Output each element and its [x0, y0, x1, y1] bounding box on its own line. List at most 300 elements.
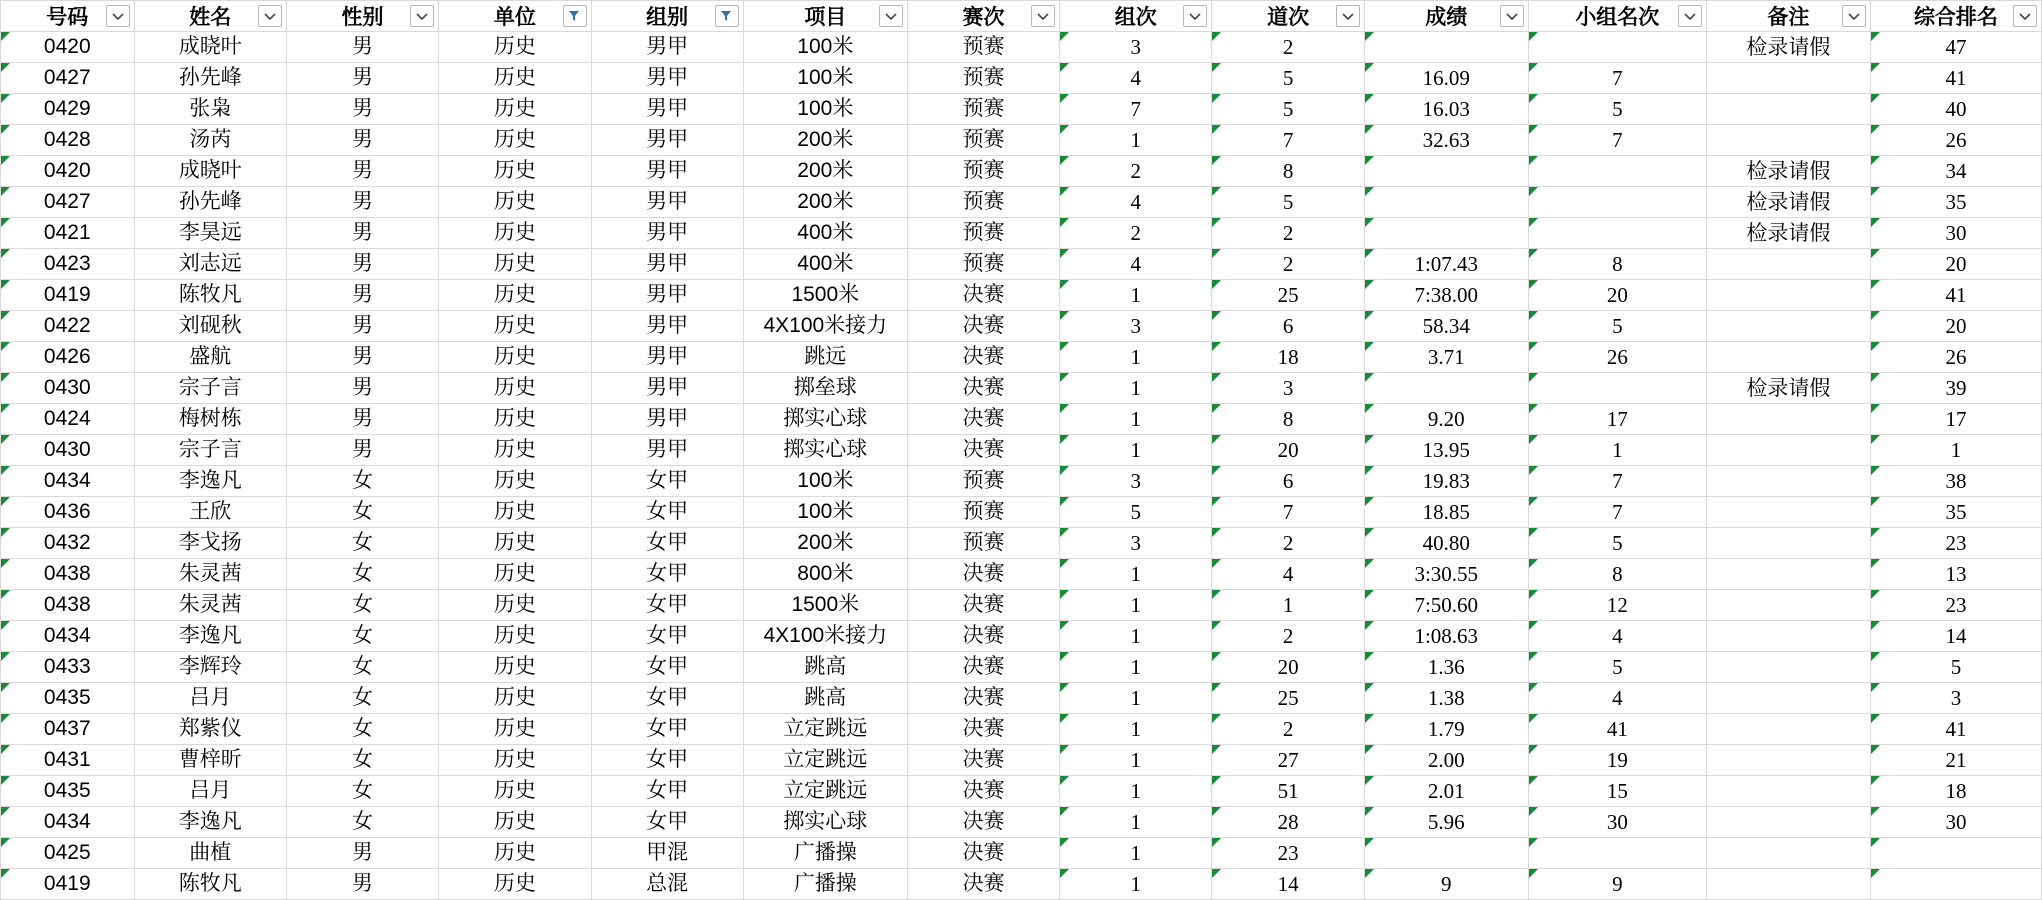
cell-r5-c7[interactable]: 4	[1060, 187, 1212, 218]
cell-r20-c6[interactable]: 决赛	[907, 652, 1059, 683]
cell-r21-c1[interactable]: 吕月	[134, 683, 286, 714]
cell-r12-c4[interactable]: 男甲	[591, 404, 743, 435]
cell-r0-c12[interactable]: 47	[1870, 32, 2041, 63]
cell-r11-c2[interactable]: 男	[286, 373, 438, 404]
cell-r7-c1[interactable]: 刘志远	[134, 249, 286, 280]
table-row[interactable]	[1, 776, 2042, 807]
cell-r16-c8[interactable]: 2	[1212, 528, 1364, 559]
cell-r7-c11[interactable]	[1706, 249, 1870, 280]
cell-r19-c0[interactable]: 0434	[1, 621, 135, 652]
cell-r0-c6[interactable]: 预赛	[907, 32, 1059, 63]
cell-r22-c6[interactable]: 决赛	[907, 714, 1059, 745]
column-header-1[interactable]	[134, 1, 286, 32]
cell-r27-c0[interactable]: 0419	[1, 869, 135, 900]
cell-r23-c1[interactable]: 曹梓昕	[134, 745, 286, 776]
cell-r23-c2[interactable]: 女	[286, 745, 438, 776]
cell-r27-c11[interactable]	[1706, 869, 1870, 900]
table-row[interactable]	[1, 63, 2042, 94]
cell-r3-c6[interactable]: 预赛	[907, 125, 1059, 156]
cell-r1-c12[interactable]: 41	[1870, 63, 2041, 94]
cell-r0-c4[interactable]: 男甲	[591, 32, 743, 63]
cell-r27-c5[interactable]: 广播操	[743, 869, 907, 900]
cell-r20-c11[interactable]	[1706, 652, 1870, 683]
cell-r15-c0[interactable]: 0436	[1, 497, 135, 528]
cell-r2-c6[interactable]: 预赛	[907, 94, 1059, 125]
cell-r7-c12[interactable]: 20	[1870, 249, 2041, 280]
cell-r9-c1[interactable]: 刘砚秋	[134, 311, 286, 342]
cell-r5-c2[interactable]: 男	[286, 187, 438, 218]
table-row[interactable]	[1, 342, 2042, 373]
cell-r8-c9[interactable]: 7:38.00	[1364, 280, 1528, 311]
cell-r27-c8[interactable]: 14	[1212, 869, 1364, 900]
cell-r9-c4[interactable]: 男甲	[591, 311, 743, 342]
cell-r14-c4[interactable]: 女甲	[591, 466, 743, 497]
cell-r26-c8[interactable]: 23	[1212, 838, 1364, 869]
cell-r18-c5[interactable]: 1500米	[743, 590, 907, 621]
cell-r20-c12[interactable]: 5	[1870, 652, 2041, 683]
cell-r13-c11[interactable]	[1706, 435, 1870, 466]
cell-r20-c2[interactable]: 女	[286, 652, 438, 683]
table-row[interactable]	[1, 94, 2042, 125]
cell-r14-c1[interactable]: 李逸凡	[134, 466, 286, 497]
cell-r12-c6[interactable]: 决赛	[907, 404, 1059, 435]
cell-r1-c1[interactable]: 孙先峰	[134, 63, 286, 94]
cell-r14-c5[interactable]: 100米	[743, 466, 907, 497]
cell-r24-c4[interactable]: 女甲	[591, 776, 743, 807]
cell-r16-c10[interactable]: 5	[1528, 528, 1706, 559]
cell-r14-c10[interactable]: 7	[1528, 466, 1706, 497]
cell-r19-c5[interactable]: 4X100米接力	[743, 621, 907, 652]
cell-r25-c0[interactable]: 0434	[1, 807, 135, 838]
cell-r7-c4[interactable]: 男甲	[591, 249, 743, 280]
cell-r16-c12[interactable]: 23	[1870, 528, 2041, 559]
cell-r3-c4[interactable]: 男甲	[591, 125, 743, 156]
cell-r22-c1[interactable]: 郑紫仪	[134, 714, 286, 745]
cell-r11-c12[interactable]: 39	[1870, 373, 2041, 404]
cell-r27-c2[interactable]: 男	[286, 869, 438, 900]
cell-r12-c8[interactable]: 8	[1212, 404, 1364, 435]
cell-r26-c5[interactable]: 广播操	[743, 838, 907, 869]
filter-dropdown-icon-7[interactable]	[1183, 5, 1207, 27]
cell-r14-c7[interactable]: 3	[1060, 466, 1212, 497]
cell-r25-c1[interactable]: 李逸凡	[134, 807, 286, 838]
cell-r0-c1[interactable]: 成晓叶	[134, 32, 286, 63]
cell-r21-c8[interactable]: 25	[1212, 683, 1364, 714]
cell-r27-c9[interactable]: 9	[1364, 869, 1528, 900]
cell-r2-c5[interactable]: 100米	[743, 94, 907, 125]
cell-r8-c11[interactable]	[1706, 280, 1870, 311]
cell-r1-c3[interactable]: 历史	[439, 63, 591, 94]
cell-r2-c12[interactable]: 40	[1870, 94, 2041, 125]
cell-r26-c3[interactable]: 历史	[439, 838, 591, 869]
cell-r11-c3[interactable]: 历史	[439, 373, 591, 404]
cell-r24-c10[interactable]: 15	[1528, 776, 1706, 807]
cell-r1-c4[interactable]: 男甲	[591, 63, 743, 94]
cell-r12-c10[interactable]: 17	[1528, 404, 1706, 435]
cell-r8-c12[interactable]: 41	[1870, 280, 2041, 311]
cell-r22-c11[interactable]	[1706, 714, 1870, 745]
cell-r0-c11[interactable]: 检录请假	[1706, 32, 1870, 63]
cell-r7-c3[interactable]: 历史	[439, 249, 591, 280]
cell-r17-c8[interactable]: 4	[1212, 559, 1364, 590]
cell-r17-c3[interactable]: 历史	[439, 559, 591, 590]
cell-r22-c9[interactable]: 1.79	[1364, 714, 1528, 745]
cell-r23-c7[interactable]: 1	[1060, 745, 1212, 776]
column-header-9[interactable]	[1364, 1, 1528, 32]
cell-r5-c3[interactable]: 历史	[439, 187, 591, 218]
cell-r25-c8[interactable]: 28	[1212, 807, 1364, 838]
cell-r6-c1[interactable]: 李昊远	[134, 218, 286, 249]
cell-r6-c11[interactable]: 检录请假	[1706, 218, 1870, 249]
column-header-7[interactable]	[1060, 1, 1212, 32]
cell-r14-c3[interactable]: 历史	[439, 466, 591, 497]
table-row[interactable]	[1, 869, 2042, 900]
table-row[interactable]	[1, 466, 2042, 497]
cell-r16-c9[interactable]: 40.80	[1364, 528, 1528, 559]
cell-r6-c3[interactable]: 历史	[439, 218, 591, 249]
cell-r18-c11[interactable]	[1706, 590, 1870, 621]
cell-r5-c5[interactable]: 200米	[743, 187, 907, 218]
filter-dropdown-icon-2[interactable]	[410, 5, 434, 27]
cell-r6-c2[interactable]: 男	[286, 218, 438, 249]
cell-r21-c5[interactable]: 跳高	[743, 683, 907, 714]
cell-r18-c10[interactable]: 12	[1528, 590, 1706, 621]
cell-r1-c5[interactable]: 100米	[743, 63, 907, 94]
cell-r15-c7[interactable]: 5	[1060, 497, 1212, 528]
cell-r10-c0[interactable]: 0426	[1, 342, 135, 373]
cell-r13-c1[interactable]: 宗子言	[134, 435, 286, 466]
cell-r7-c2[interactable]: 男	[286, 249, 438, 280]
cell-r27-c7[interactable]: 1	[1060, 869, 1212, 900]
cell-r14-c6[interactable]: 预赛	[907, 466, 1059, 497]
cell-r25-c11[interactable]	[1706, 807, 1870, 838]
cell-r9-c3[interactable]: 历史	[439, 311, 591, 342]
cell-r1-c8[interactable]: 5	[1212, 63, 1364, 94]
cell-r17-c11[interactable]	[1706, 559, 1870, 590]
cell-r5-c8[interactable]: 5	[1212, 187, 1364, 218]
cell-r17-c0[interactable]: 0438	[1, 559, 135, 590]
table-row[interactable]	[1, 311, 2042, 342]
cell-r8-c6[interactable]: 决赛	[907, 280, 1059, 311]
cell-r27-c4[interactable]: 总混	[591, 869, 743, 900]
cell-r22-c5[interactable]: 立定跳远	[743, 714, 907, 745]
cell-r18-c6[interactable]: 决赛	[907, 590, 1059, 621]
cell-r4-c11[interactable]: 检录请假	[1706, 156, 1870, 187]
cell-r25-c10[interactable]: 30	[1528, 807, 1706, 838]
cell-r17-c1[interactable]: 朱灵茜	[134, 559, 286, 590]
table-row[interactable]	[1, 621, 2042, 652]
cell-r25-c3[interactable]: 历史	[439, 807, 591, 838]
cell-r5-c12[interactable]: 35	[1870, 187, 2041, 218]
cell-r2-c10[interactable]: 5	[1528, 94, 1706, 125]
cell-r6-c5[interactable]: 400米	[743, 218, 907, 249]
cell-r18-c1[interactable]: 朱灵茜	[134, 590, 286, 621]
cell-r11-c7[interactable]: 1	[1060, 373, 1212, 404]
cell-r15-c9[interactable]: 18.85	[1364, 497, 1528, 528]
cell-r9-c5[interactable]: 4X100米接力	[743, 311, 907, 342]
cell-r1-c0[interactable]: 0427	[1, 63, 135, 94]
cell-r11-c4[interactable]: 男甲	[591, 373, 743, 404]
cell-r4-c4[interactable]: 男甲	[591, 156, 743, 187]
cell-r8-c2[interactable]: 男	[286, 280, 438, 311]
cell-r25-c2[interactable]: 女	[286, 807, 438, 838]
table-row[interactable]	[1, 590, 2042, 621]
cell-r8-c10[interactable]: 20	[1528, 280, 1706, 311]
cell-r5-c6[interactable]: 预赛	[907, 187, 1059, 218]
cell-r21-c12[interactable]: 3	[1870, 683, 2041, 714]
cell-r22-c8[interactable]: 2	[1212, 714, 1364, 745]
cell-r13-c0[interactable]: 0430	[1, 435, 135, 466]
cell-r3-c8[interactable]: 7	[1212, 125, 1364, 156]
cell-r18-c12[interactable]: 23	[1870, 590, 2041, 621]
cell-r9-c0[interactable]: 0422	[1, 311, 135, 342]
cell-r25-c12[interactable]: 30	[1870, 807, 2041, 838]
cell-r26-c2[interactable]: 男	[286, 838, 438, 869]
cell-r8-c4[interactable]: 男甲	[591, 280, 743, 311]
cell-r8-c5[interactable]: 1500米	[743, 280, 907, 311]
cell-r20-c10[interactable]: 5	[1528, 652, 1706, 683]
cell-r8-c1[interactable]: 陈牧凡	[134, 280, 286, 311]
cell-r2-c7[interactable]: 7	[1060, 94, 1212, 125]
cell-r23-c3[interactable]: 历史	[439, 745, 591, 776]
cell-r22-c3[interactable]: 历史	[439, 714, 591, 745]
table-row[interactable]	[1, 807, 2042, 838]
cell-r15-c4[interactable]: 女甲	[591, 497, 743, 528]
filter-dropdown-icon-10[interactable]	[1678, 5, 1702, 27]
cell-r24-c12[interactable]: 18	[1870, 776, 2041, 807]
cell-r27-c6[interactable]: 决赛	[907, 869, 1059, 900]
cell-r27-c10[interactable]: 9	[1528, 869, 1706, 900]
cell-r4-c5[interactable]: 200米	[743, 156, 907, 187]
cell-r6-c4[interactable]: 男甲	[591, 218, 743, 249]
cell-r15-c10[interactable]: 7	[1528, 497, 1706, 528]
table-row[interactable]	[1, 373, 2042, 404]
cell-r26-c4[interactable]: 甲混	[591, 838, 743, 869]
cell-r22-c0[interactable]: 0437	[1, 714, 135, 745]
cell-r11-c9[interactable]	[1364, 373, 1528, 404]
cell-r13-c10[interactable]: 1	[1528, 435, 1706, 466]
cell-r21-c6[interactable]: 决赛	[907, 683, 1059, 714]
cell-r16-c0[interactable]: 0432	[1, 528, 135, 559]
cell-r16-c5[interactable]: 200米	[743, 528, 907, 559]
cell-r14-c0[interactable]: 0434	[1, 466, 135, 497]
cell-r9-c6[interactable]: 决赛	[907, 311, 1059, 342]
table-row[interactable]	[1, 435, 2042, 466]
cell-r23-c6[interactable]: 决赛	[907, 745, 1059, 776]
cell-r10-c4[interactable]: 男甲	[591, 342, 743, 373]
filter-dropdown-icon-5[interactable]	[879, 5, 903, 27]
column-header-5[interactable]	[743, 1, 907, 32]
cell-r0-c8[interactable]: 2	[1212, 32, 1364, 63]
cell-r15-c5[interactable]: 100米	[743, 497, 907, 528]
cell-r21-c9[interactable]: 1.38	[1364, 683, 1528, 714]
cell-r15-c12[interactable]: 35	[1870, 497, 2041, 528]
cell-r16-c4[interactable]: 女甲	[591, 528, 743, 559]
cell-r13-c2[interactable]: 男	[286, 435, 438, 466]
cell-r15-c6[interactable]: 预赛	[907, 497, 1059, 528]
cell-r21-c4[interactable]: 女甲	[591, 683, 743, 714]
table-row[interactable]	[1, 838, 2042, 869]
cell-r17-c6[interactable]: 决赛	[907, 559, 1059, 590]
cell-r4-c3[interactable]: 历史	[439, 156, 591, 187]
cell-r0-c10[interactable]	[1528, 32, 1706, 63]
cell-r22-c7[interactable]: 1	[1060, 714, 1212, 745]
cell-r16-c1[interactable]: 李戈扬	[134, 528, 286, 559]
cell-r11-c1[interactable]: 宗子言	[134, 373, 286, 404]
cell-r9-c11[interactable]	[1706, 311, 1870, 342]
cell-r13-c9[interactable]: 13.95	[1364, 435, 1528, 466]
cell-r4-c7[interactable]: 2	[1060, 156, 1212, 187]
cell-r10-c5[interactable]: 跳远	[743, 342, 907, 373]
cell-r2-c8[interactable]: 5	[1212, 94, 1364, 125]
table-row[interactable]	[1, 497, 2042, 528]
cell-r7-c6[interactable]: 预赛	[907, 249, 1059, 280]
cell-r19-c2[interactable]: 女	[286, 621, 438, 652]
cell-r11-c0[interactable]: 0430	[1, 373, 135, 404]
cell-r3-c1[interactable]: 汤芮	[134, 125, 286, 156]
cell-r23-c8[interactable]: 27	[1212, 745, 1364, 776]
cell-r2-c0[interactable]: 0429	[1, 94, 135, 125]
cell-r6-c0[interactable]: 0421	[1, 218, 135, 249]
cell-r4-c8[interactable]: 8	[1212, 156, 1364, 187]
cell-r3-c3[interactable]: 历史	[439, 125, 591, 156]
column-header-10[interactable]	[1528, 1, 1706, 32]
cell-r26-c12[interactable]	[1870, 838, 2041, 869]
cell-r18-c2[interactable]: 女	[286, 590, 438, 621]
cell-r21-c10[interactable]: 4	[1528, 683, 1706, 714]
cell-r22-c2[interactable]: 女	[286, 714, 438, 745]
column-header-0[interactable]	[1, 1, 135, 32]
cell-r18-c9[interactable]: 7:50.60	[1364, 590, 1528, 621]
cell-r3-c2[interactable]: 男	[286, 125, 438, 156]
cell-r0-c5[interactable]: 100米	[743, 32, 907, 63]
cell-r10-c6[interactable]: 决赛	[907, 342, 1059, 373]
table-row[interactable]	[1, 652, 2042, 683]
cell-r17-c5[interactable]: 800米	[743, 559, 907, 590]
cell-r16-c3[interactable]: 历史	[439, 528, 591, 559]
cell-r12-c12[interactable]: 17	[1870, 404, 2041, 435]
cell-r7-c8[interactable]: 2	[1212, 249, 1364, 280]
cell-r19-c9[interactable]: 1:08.63	[1364, 621, 1528, 652]
cell-r17-c4[interactable]: 女甲	[591, 559, 743, 590]
cell-r3-c11[interactable]	[1706, 125, 1870, 156]
cell-r20-c9[interactable]: 1.36	[1364, 652, 1528, 683]
cell-r10-c10[interactable]: 26	[1528, 342, 1706, 373]
cell-r5-c4[interactable]: 男甲	[591, 187, 743, 218]
cell-r19-c7[interactable]: 1	[1060, 621, 1212, 652]
cell-r18-c8[interactable]: 1	[1212, 590, 1364, 621]
cell-r16-c7[interactable]: 3	[1060, 528, 1212, 559]
cell-r8-c3[interactable]: 历史	[439, 280, 591, 311]
cell-r17-c7[interactable]: 1	[1060, 559, 1212, 590]
filter-dropdown-icon-6[interactable]	[1031, 5, 1055, 27]
cell-r13-c8[interactable]: 20	[1212, 435, 1364, 466]
cell-r15-c3[interactable]: 历史	[439, 497, 591, 528]
cell-r12-c9[interactable]: 9.20	[1364, 404, 1528, 435]
cell-r7-c10[interactable]: 8	[1528, 249, 1706, 280]
cell-r4-c10[interactable]	[1528, 156, 1706, 187]
cell-r20-c5[interactable]: 跳高	[743, 652, 907, 683]
cell-r21-c7[interactable]: 1	[1060, 683, 1212, 714]
cell-r0-c0[interactable]: 0420	[1, 32, 135, 63]
cell-r12-c1[interactable]: 梅树栋	[134, 404, 286, 435]
cell-r13-c4[interactable]: 男甲	[591, 435, 743, 466]
cell-r23-c9[interactable]: 2.00	[1364, 745, 1528, 776]
cell-r1-c2[interactable]: 男	[286, 63, 438, 94]
cell-r15-c11[interactable]	[1706, 497, 1870, 528]
cell-r2-c1[interactable]: 张枭	[134, 94, 286, 125]
cell-r22-c10[interactable]: 41	[1528, 714, 1706, 745]
cell-r7-c9[interactable]: 1:07.43	[1364, 249, 1528, 280]
cell-r15-c2[interactable]: 女	[286, 497, 438, 528]
cell-r25-c7[interactable]: 1	[1060, 807, 1212, 838]
table-row[interactable]	[1, 156, 2042, 187]
cell-r20-c8[interactable]: 20	[1212, 652, 1364, 683]
cell-r8-c0[interactable]: 0419	[1, 280, 135, 311]
cell-r6-c8[interactable]: 2	[1212, 218, 1364, 249]
cell-r12-c3[interactable]: 历史	[439, 404, 591, 435]
cell-r18-c7[interactable]: 1	[1060, 590, 1212, 621]
cell-r25-c9[interactable]: 5.96	[1364, 807, 1528, 838]
cell-r5-c9[interactable]	[1364, 187, 1528, 218]
cell-r19-c8[interactable]: 2	[1212, 621, 1364, 652]
cell-r13-c7[interactable]: 1	[1060, 435, 1212, 466]
cell-r24-c2[interactable]: 女	[286, 776, 438, 807]
cell-r20-c7[interactable]: 1	[1060, 652, 1212, 683]
filter-dropdown-icon-1[interactable]	[258, 5, 282, 27]
cell-r7-c7[interactable]: 4	[1060, 249, 1212, 280]
cell-r1-c11[interactable]	[1706, 63, 1870, 94]
cell-r23-c0[interactable]: 0431	[1, 745, 135, 776]
cell-r18-c4[interactable]: 女甲	[591, 590, 743, 621]
cell-r4-c1[interactable]: 成晓叶	[134, 156, 286, 187]
cell-r7-c0[interactable]: 0423	[1, 249, 135, 280]
cell-r27-c12[interactable]	[1870, 869, 2041, 900]
cell-r21-c2[interactable]: 女	[286, 683, 438, 714]
cell-r4-c12[interactable]: 34	[1870, 156, 2041, 187]
cell-r10-c8[interactable]: 18	[1212, 342, 1364, 373]
cell-r15-c1[interactable]: 王欣	[134, 497, 286, 528]
filter-applied-icon-3[interactable]	[563, 5, 587, 27]
cell-r4-c0[interactable]: 0420	[1, 156, 135, 187]
cell-r13-c6[interactable]: 决赛	[907, 435, 1059, 466]
table-row[interactable]	[1, 528, 2042, 559]
cell-r6-c6[interactable]: 预赛	[907, 218, 1059, 249]
cell-r12-c7[interactable]: 1	[1060, 404, 1212, 435]
cell-r27-c1[interactable]: 陈牧凡	[134, 869, 286, 900]
cell-r20-c4[interactable]: 女甲	[591, 652, 743, 683]
cell-r21-c3[interactable]: 历史	[439, 683, 591, 714]
column-header-12[interactable]	[1870, 1, 2041, 32]
cell-r25-c6[interactable]: 决赛	[907, 807, 1059, 838]
cell-r14-c2[interactable]: 女	[286, 466, 438, 497]
cell-r6-c10[interactable]	[1528, 218, 1706, 249]
filter-dropdown-icon-0[interactable]	[106, 5, 130, 27]
column-header-4[interactable]	[591, 1, 743, 32]
cell-r26-c6[interactable]: 决赛	[907, 838, 1059, 869]
table-row[interactable]	[1, 218, 2042, 249]
cell-r26-c7[interactable]: 1	[1060, 838, 1212, 869]
cell-r10-c9[interactable]: 3.71	[1364, 342, 1528, 373]
cell-r25-c4[interactable]: 女甲	[591, 807, 743, 838]
cell-r20-c1[interactable]: 李辉玲	[134, 652, 286, 683]
cell-r10-c12[interactable]: 26	[1870, 342, 2041, 373]
cell-r17-c2[interactable]: 女	[286, 559, 438, 590]
cell-r24-c3[interactable]: 历史	[439, 776, 591, 807]
cell-r19-c11[interactable]	[1706, 621, 1870, 652]
cell-r0-c3[interactable]: 历史	[439, 32, 591, 63]
cell-r1-c7[interactable]: 4	[1060, 63, 1212, 94]
